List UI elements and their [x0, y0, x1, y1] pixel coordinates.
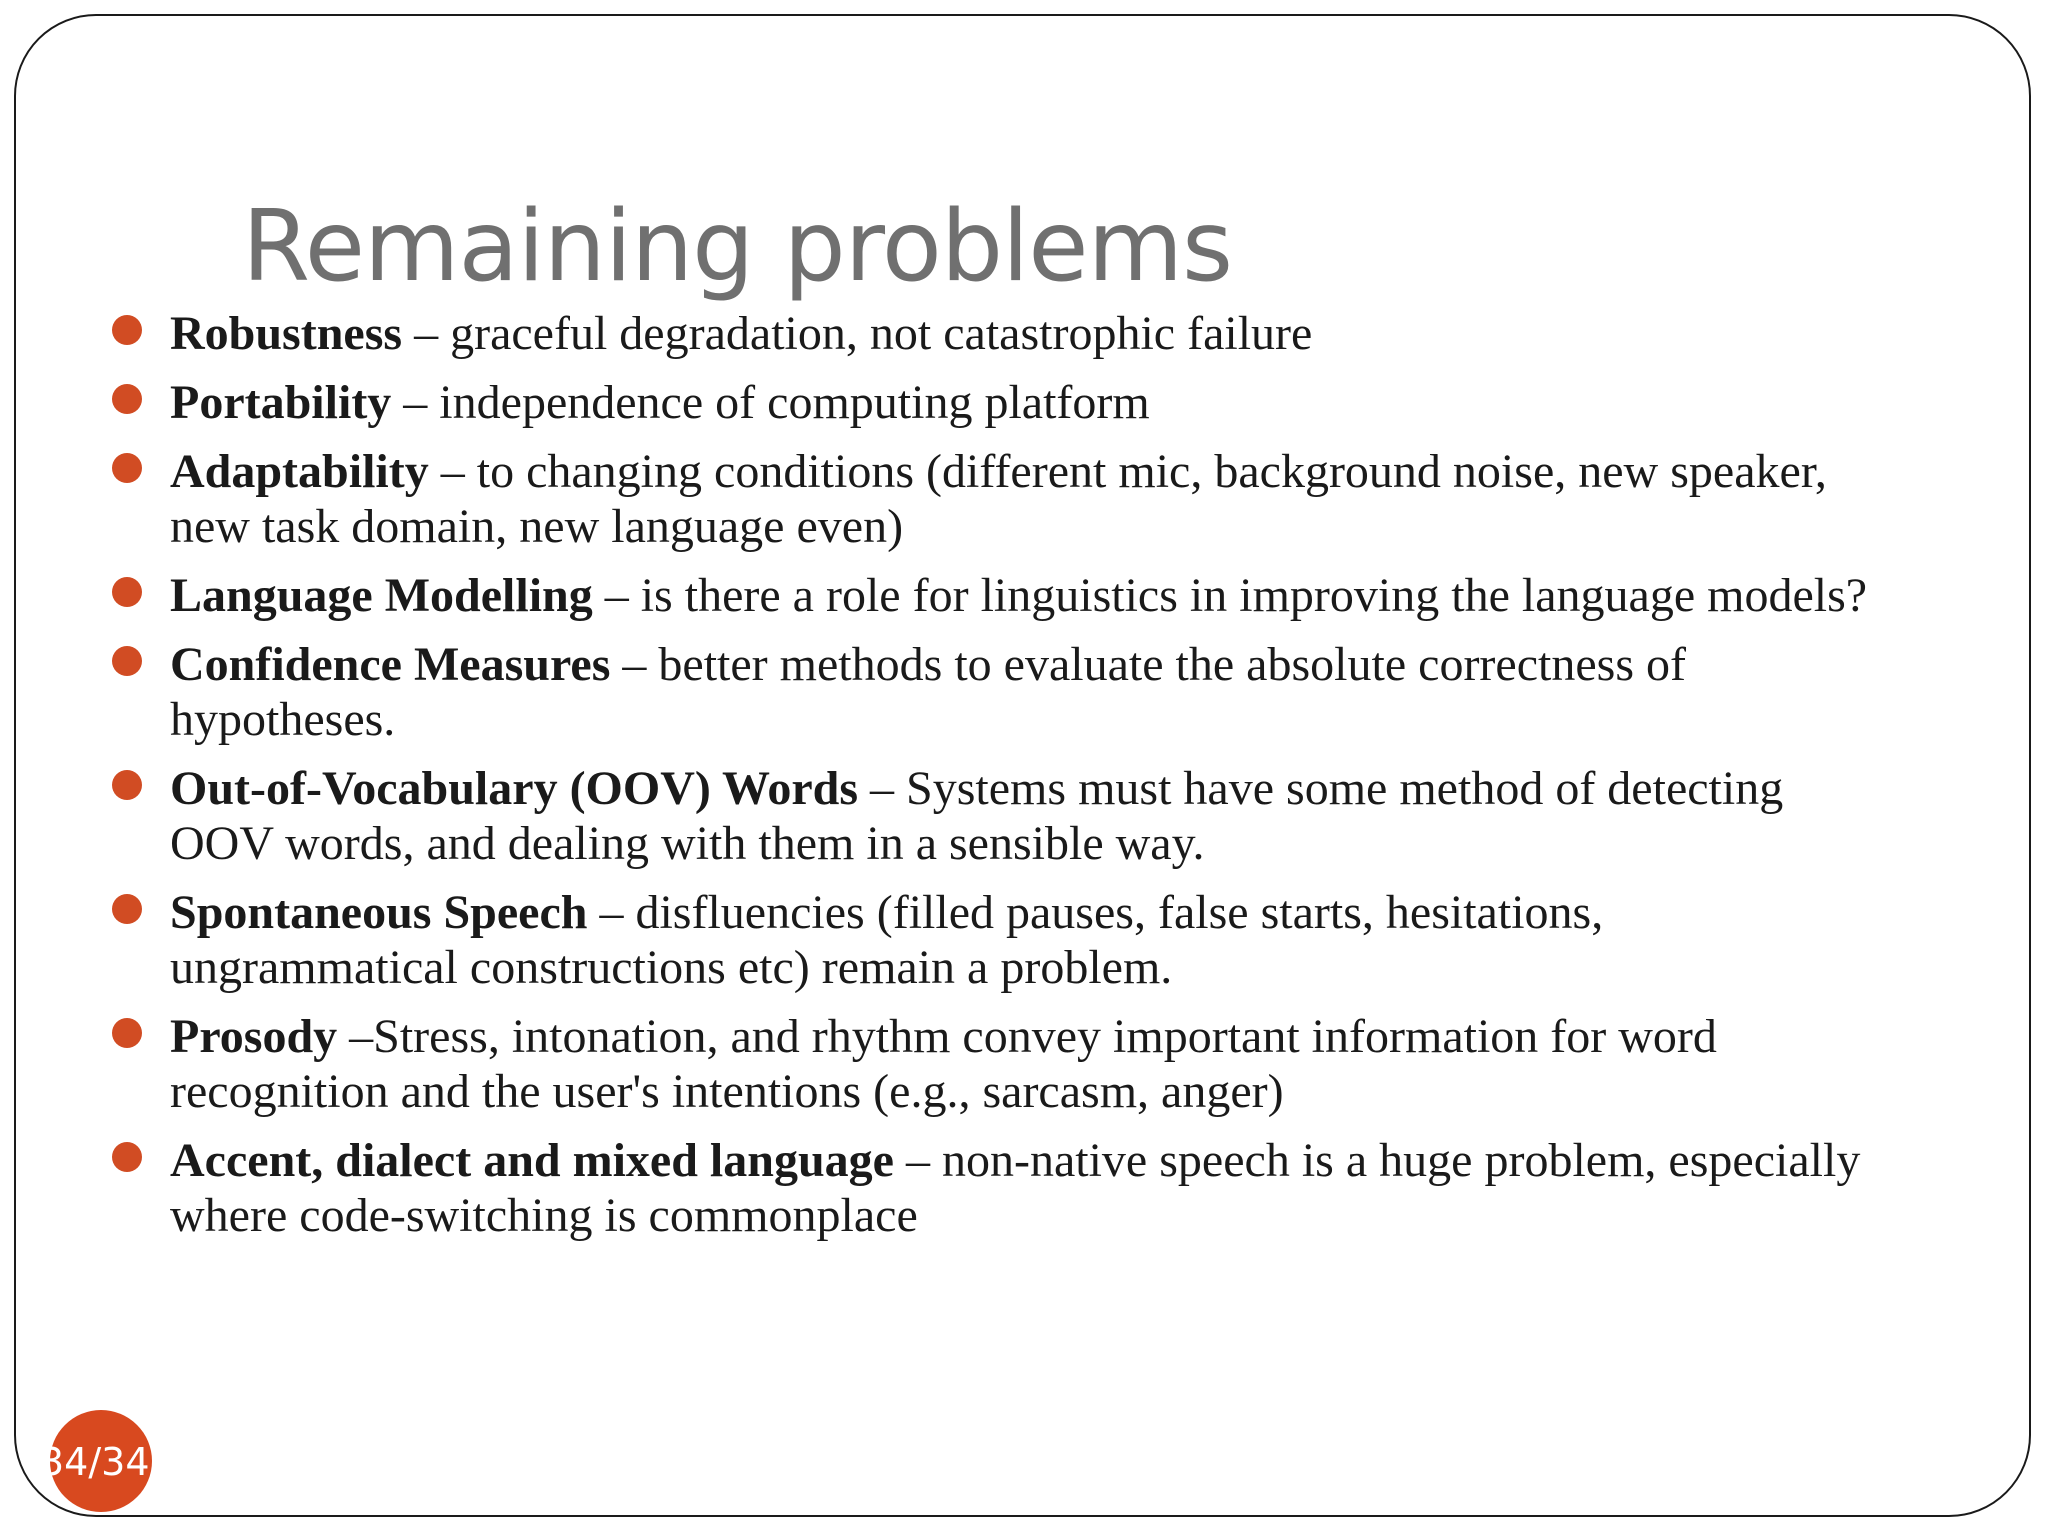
bullet-term: Confidence Measures — [170, 638, 611, 691]
bullet-list — [170, 306, 1890, 1257]
bullet-description: – non-native speech is a huge problem, especially where code-switching is commonplace — [170, 1134, 1861, 1242]
bullet-description: – disfluencies (filled pauses, false starts, hesitations, ungrammatical constructions etc) remain a problem. — [170, 886, 1604, 994]
bullet-item-spontaneous-speech — [170, 885, 1890, 995]
bullet-dot-icon — [112, 453, 142, 483]
bullet-item-robustness — [170, 306, 1890, 361]
bullet-description: – graceful degradation, not catastrophic failure — [402, 307, 1313, 360]
bullet-description: – better methods to evaluate the absolute correctness of hypotheses. — [170, 638, 1687, 746]
bullet-item-portability — [170, 375, 1890, 430]
slide-title: Remaining problems — [242, 190, 1233, 304]
bullet-dot-icon — [112, 770, 142, 800]
bullet-term: Spontaneous Speech — [170, 886, 588, 939]
bullet-description: –Stress, intonation, and rhythm convey important information for word recognition and the user's intentions (e.g., sarcasm, anger) — [170, 1010, 1717, 1118]
bullet-dot-icon — [112, 577, 142, 607]
bullet-dot-icon — [112, 894, 142, 924]
bullet-item-accent-dialect — [170, 1133, 1890, 1243]
bullet-term: Adaptability — [170, 445, 429, 498]
bullet-item-confidence-measures — [170, 637, 1890, 747]
bullet-description: – independence of computing platform — [391, 376, 1150, 429]
slide-frame — [14, 14, 2031, 1517]
bullet-dot-icon — [112, 315, 142, 345]
bullet-dot-icon — [112, 646, 142, 676]
bullet-item-prosody — [170, 1009, 1890, 1119]
bullet-item-oov-words — [170, 761, 1890, 871]
bullet-term: Accent, dialect and mixed language — [170, 1134, 894, 1187]
bullet-dot-icon — [112, 1142, 142, 1172]
bullet-description: – to changing conditions (different mic, background noise, new speaker, new task domain, new language even) — [170, 445, 1827, 553]
bullet-dot-icon — [112, 384, 142, 414]
bullet-description: – Systems must have some method of detecting OOV words, and dealing with them in a sensible way. — [170, 762, 1784, 870]
bullet-term: Prosody — [170, 1010, 338, 1063]
bullet-dot-icon — [112, 1018, 142, 1048]
page-number: 34/34 — [40, 1440, 150, 1484]
bullet-term: Portability — [170, 376, 392, 429]
bullet-term: Robustness — [170, 307, 403, 360]
bullet-item-language-modelling — [170, 568, 1890, 623]
bullet-term: Language Modelling — [170, 569, 593, 622]
bullet-description: – is there a role for linguistics in improving the language models? — [592, 569, 1868, 622]
bullet-term: Out-of-Vocabulary (OOV) Words — [170, 762, 859, 815]
bullet-item-adaptability — [170, 444, 1890, 554]
